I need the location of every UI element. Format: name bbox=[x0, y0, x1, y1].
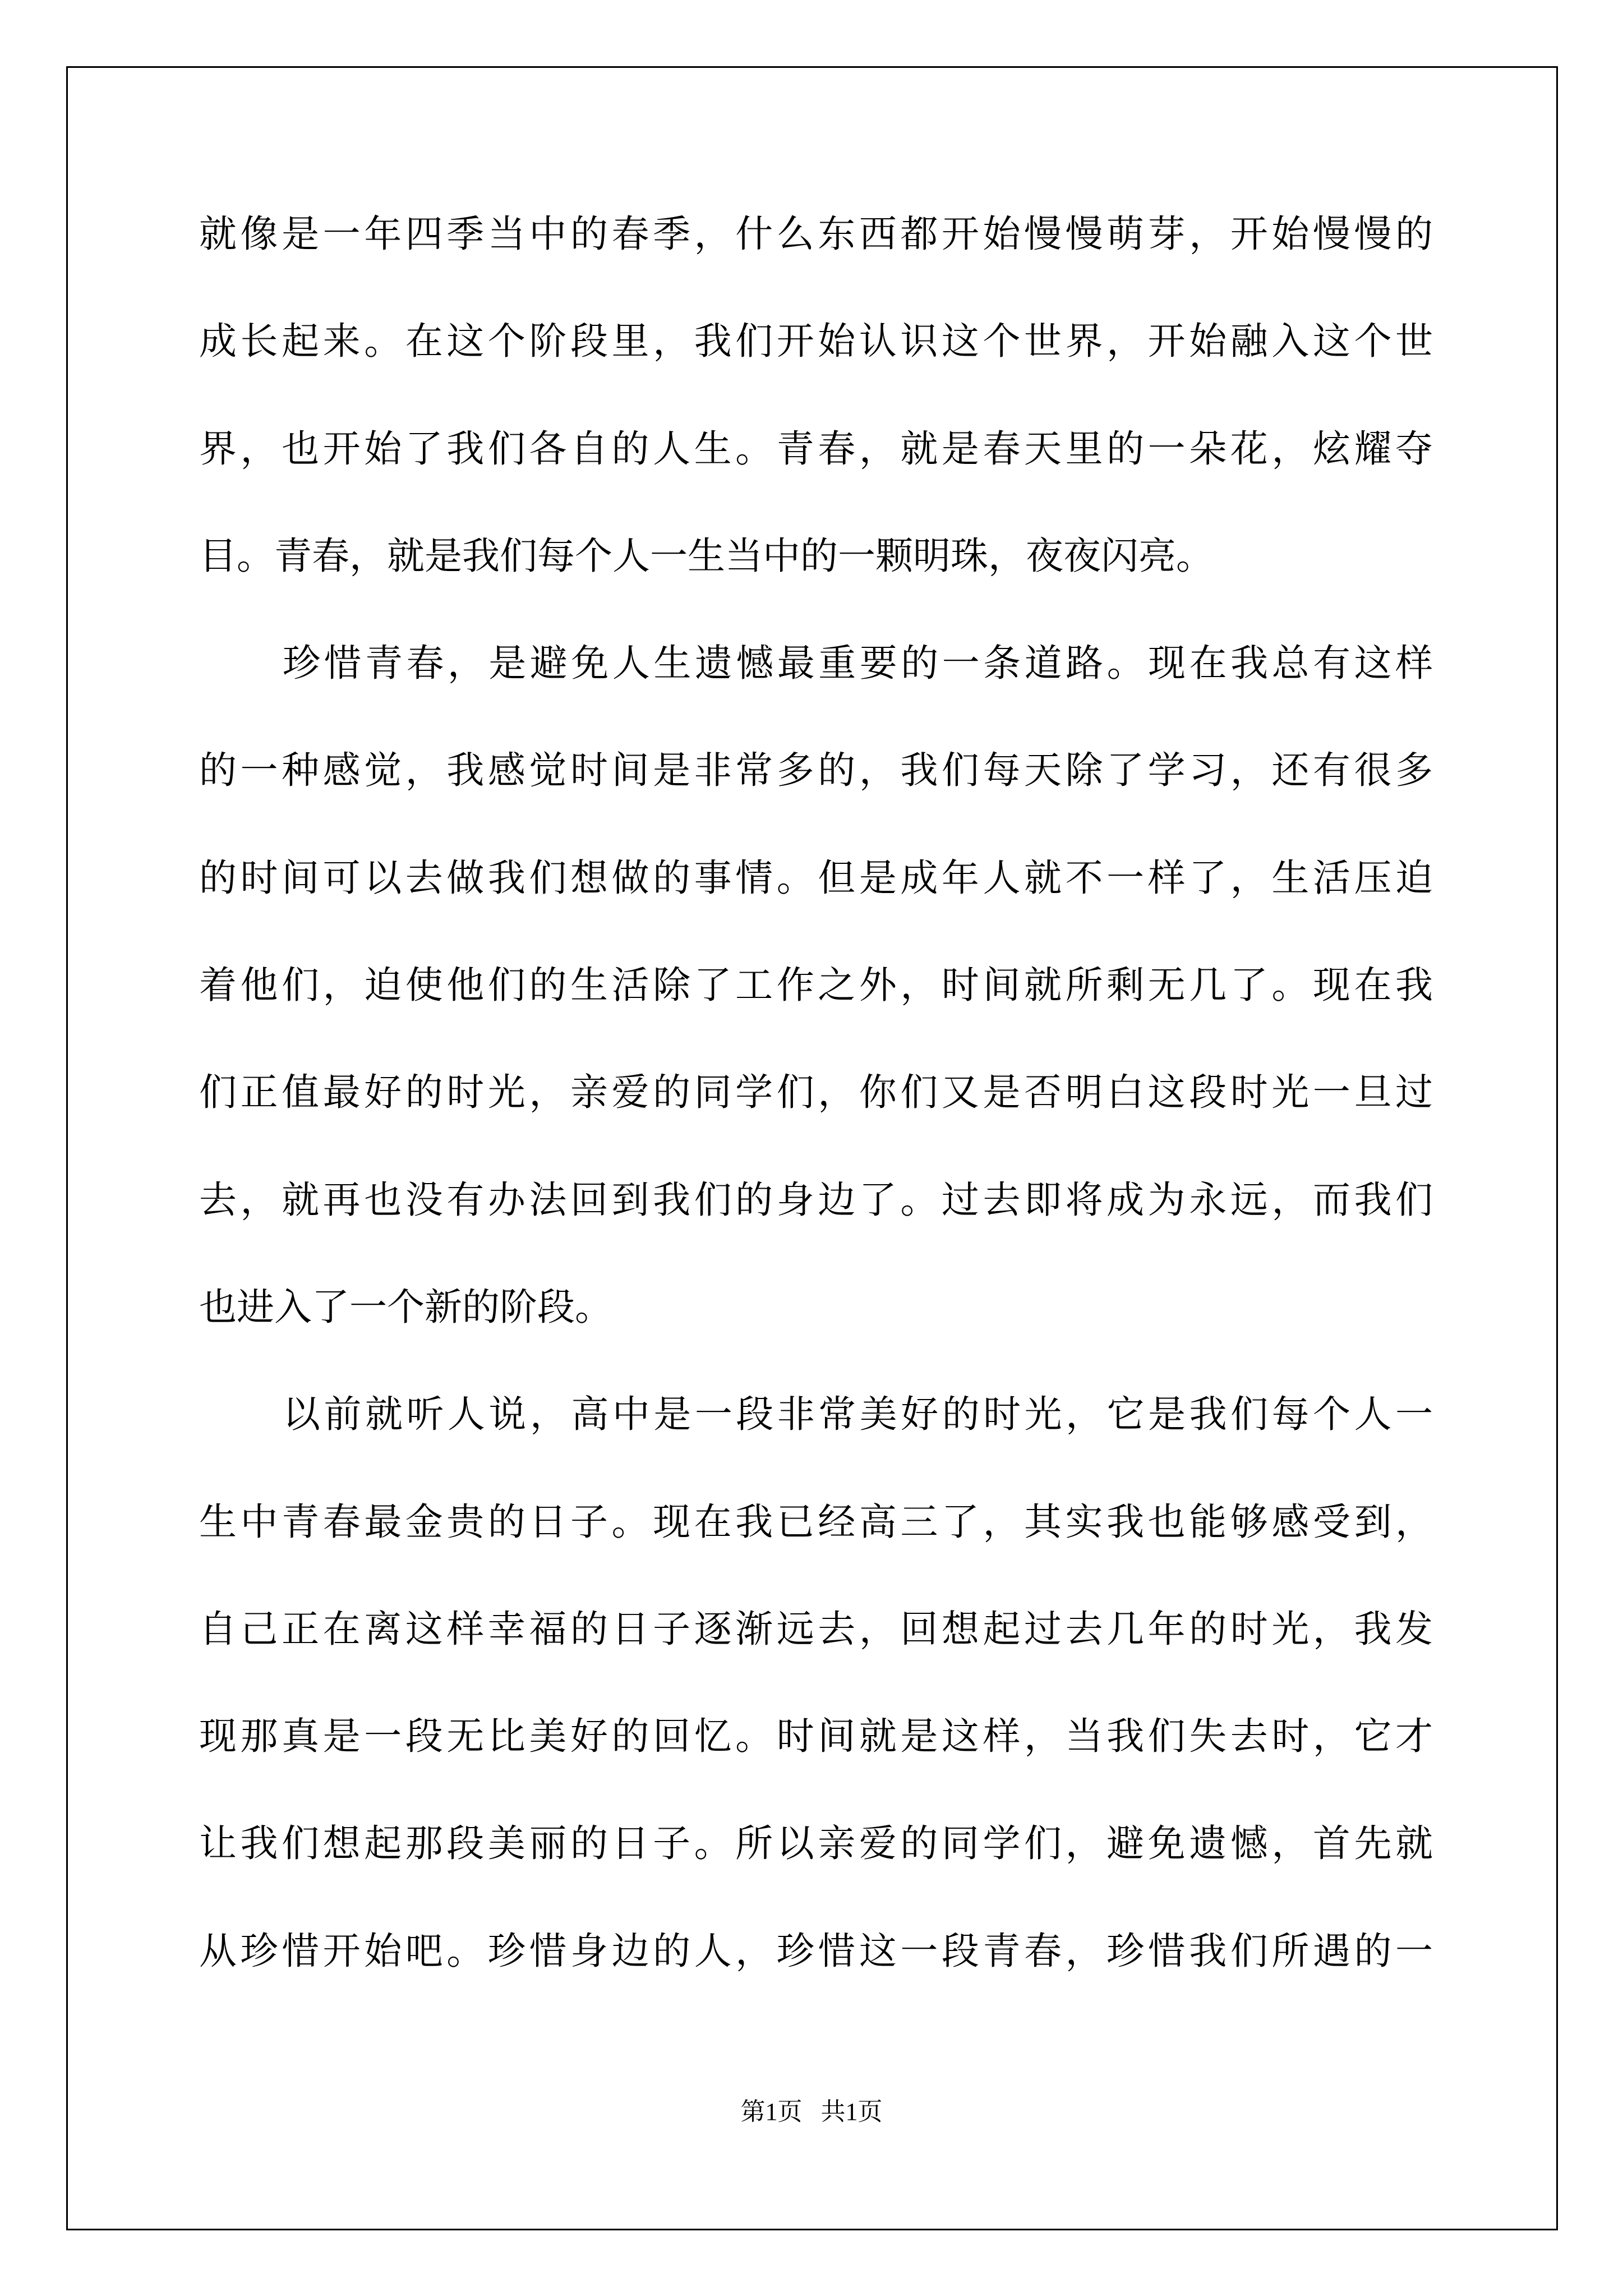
text-line: 们正值最好的时光，亲爱的同学们，你们又是否明白这段时光一旦过 bbox=[199, 1070, 1433, 1115]
paragraph-first-line: 珍惜青春，是避免人生遗憾最重要的一条道路。现在我总有这样 bbox=[283, 641, 1433, 685]
text-line: 的时间可以去做我们想做的事情。但是成年人就不一样了，生活压迫 bbox=[199, 855, 1433, 900]
document-body bbox=[199, 205, 1433, 2029]
paragraph-first-line: 以前就听人说，高中是一段非常美好的时光，它是我们每个人一 bbox=[283, 1392, 1433, 1437]
text-line: 从珍惜开始吧。珍惜身边的人，珍惜这一段青春，珍惜我们所遇的一 bbox=[199, 1929, 1433, 1973]
text-line: 就像是一年四季当中的春季，什么东西都开始慢慢萌芽，开始慢慢的 bbox=[199, 212, 1433, 256]
text-line: 着他们，迫使他们的生活除了工作之外，时间就所剩无几了。现在我 bbox=[199, 963, 1433, 1007]
text-line: 成长起来。在这个阶段里，我们开始认识这个世界，开始融入这个世 bbox=[199, 319, 1433, 364]
page-footer bbox=[0, 2091, 1623, 2127]
text-line: 也进入了一个新的阶段。 bbox=[199, 1285, 612, 1329]
text-line: 自己正在离这样幸福的日子逐渐远去，回想起过去几年的时光，我发 bbox=[199, 1607, 1433, 1651]
page-total: 共1页 bbox=[820, 2098, 883, 2125]
text-line: 去，就再也没有办法回到我们的身边了。过去即将成为永远，而我们 bbox=[199, 1177, 1433, 1222]
text-line: 现那真是一段无比美好的回忆。时间就是这样，当我们失去时，它才 bbox=[199, 1714, 1433, 1759]
page-number: 第1页 bbox=[740, 2098, 803, 2125]
text-line: 界，也开始了我们各自的人生。青春，就是春天里的一朵花，炫耀夺 bbox=[199, 426, 1433, 471]
text-line: 让我们想起那段美丽的日子。所以亲爱的同学们，避免遗憾，首先就 bbox=[199, 1821, 1433, 1866]
text-line: 的一种感觉，我感觉时间是非常多的，我们每天除了学习，还有很多 bbox=[199, 748, 1433, 793]
text-line: 生中青春最金贵的日子。现在我已经高三了，其实我也能够感受到， bbox=[199, 1499, 1433, 1544]
text-line: 目。青春，就是我们每个人一生当中的一颗明珠，夜夜闪亮。 bbox=[199, 533, 1214, 578]
